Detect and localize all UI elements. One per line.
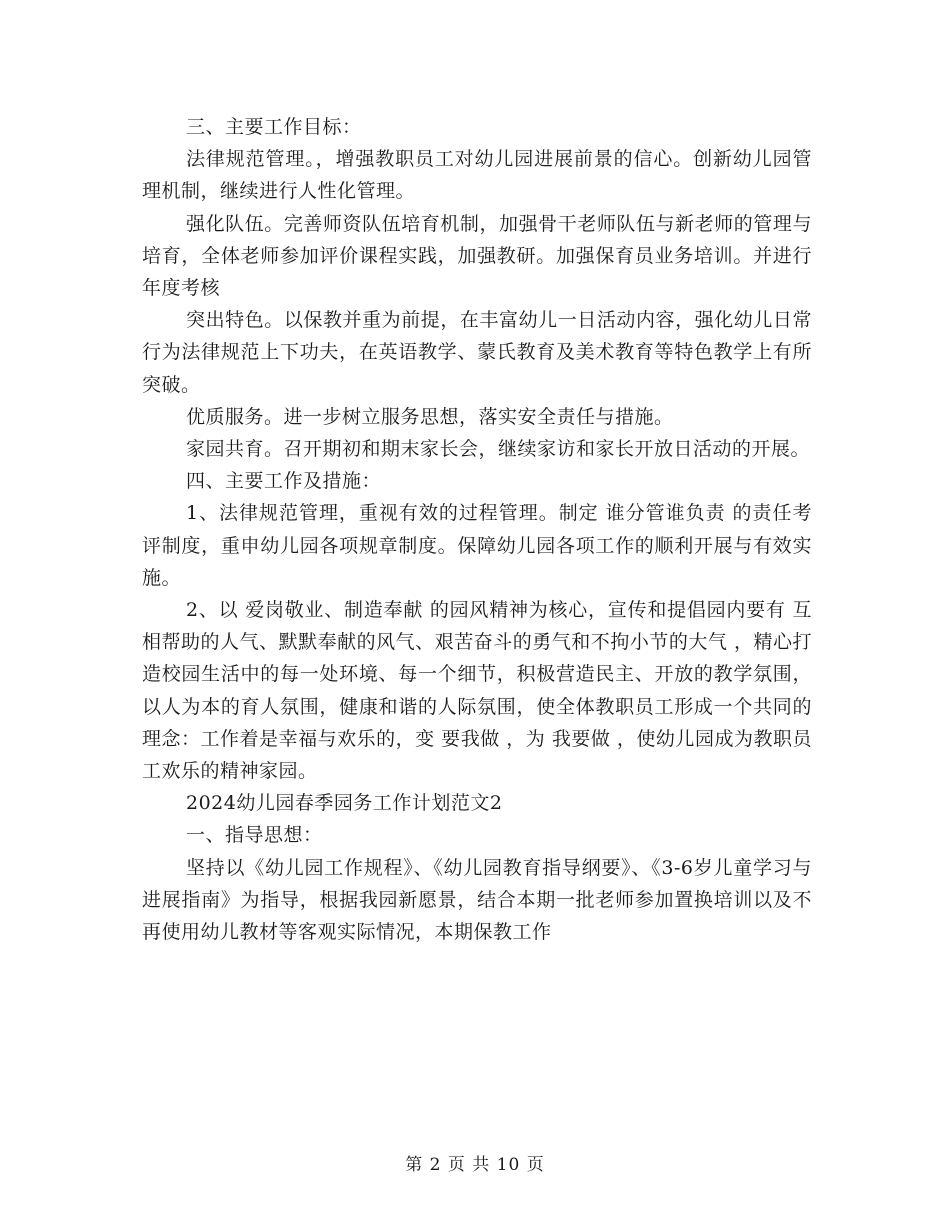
section-heading-guiding: 一、指导思想： xyxy=(186,824,323,847)
paragraph-home-school: 家园共育。召开期初和期末家长会，继续家访和家长开放日活动的开展。 xyxy=(186,438,811,461)
page-number-footer: 第 2 页 共 10 页 xyxy=(405,1155,545,1175)
paragraph-guiding-text: 坚持以《幼儿园工作规程》、《幼儿园教育指导纲要》、《3-6岁儿童学习与进展指南》为指导，根据我园新愿景，结合本期一批老师参加置换培训以及不再使用幼儿教材等客观实际情况，本期保教工作 xyxy=(142,856,812,944)
section-heading-measures: 四、主要工作及措施： xyxy=(186,470,382,493)
paragraph-measure-1: 1、法律规范管理，重视有效的过程管理。制定 谁分管谁负责 的责任考评制度，重申幼儿园各项规章制度。保障幼儿园各项工作的顺利开展与有效实施。 xyxy=(142,502,812,589)
paragraph-quality-service: 优质服务。进一步树立服务思想，落实安全责任与措施。 xyxy=(186,405,674,428)
document-title-2: 2024幼儿园春季园务工作计划范文2 xyxy=(186,792,503,815)
section-heading-goals: 三、主要工作目标： xyxy=(186,116,362,138)
paragraph-measure-2: 2、以 爱岗敬业、制造奉献 的园风精神为核心，宣传和提倡园内要有 互相帮助的人气、默默奉献的风气、艰苦奋斗的勇气和不拘小节的大气 ，精心打造校园生活中的每一处环境、每一个细节，积极营造民主、开放的教学氛围，以人为本的育人氛围，健康和谐的人际氛围，使全体教职员工形成一个共同的理念：工作着是幸福与欢乐的，变 要我做 ，为 我要做 ，使幼儿园成为教职员工欢乐的精神家园。 xyxy=(142,599,812,783)
paragraph-strengthen-team: 强化队伍。完善师资队伍培育机制，加强骨干老师队伍与新老师的管理与培育，全体老师参加评价课程实践，加强教研。加强保育员业务培训。并进行年度考核 xyxy=(142,212,812,300)
paragraph-legal-management: 法律规范管理。，增强教职员工对幼儿园进展前景的信心。创新幼儿园管理机制，继续进行人性化管理。 xyxy=(142,148,812,203)
document-body xyxy=(142,111,812,948)
paragraph-highlight-features: 突出特色。以保教并重为前提，在丰富幼儿一日活动内容，强化幼儿日常行为法律规范上下功夫，在英语教学、蒙氏教育及美术教育等特色教学上有所突破。 xyxy=(142,309,812,396)
